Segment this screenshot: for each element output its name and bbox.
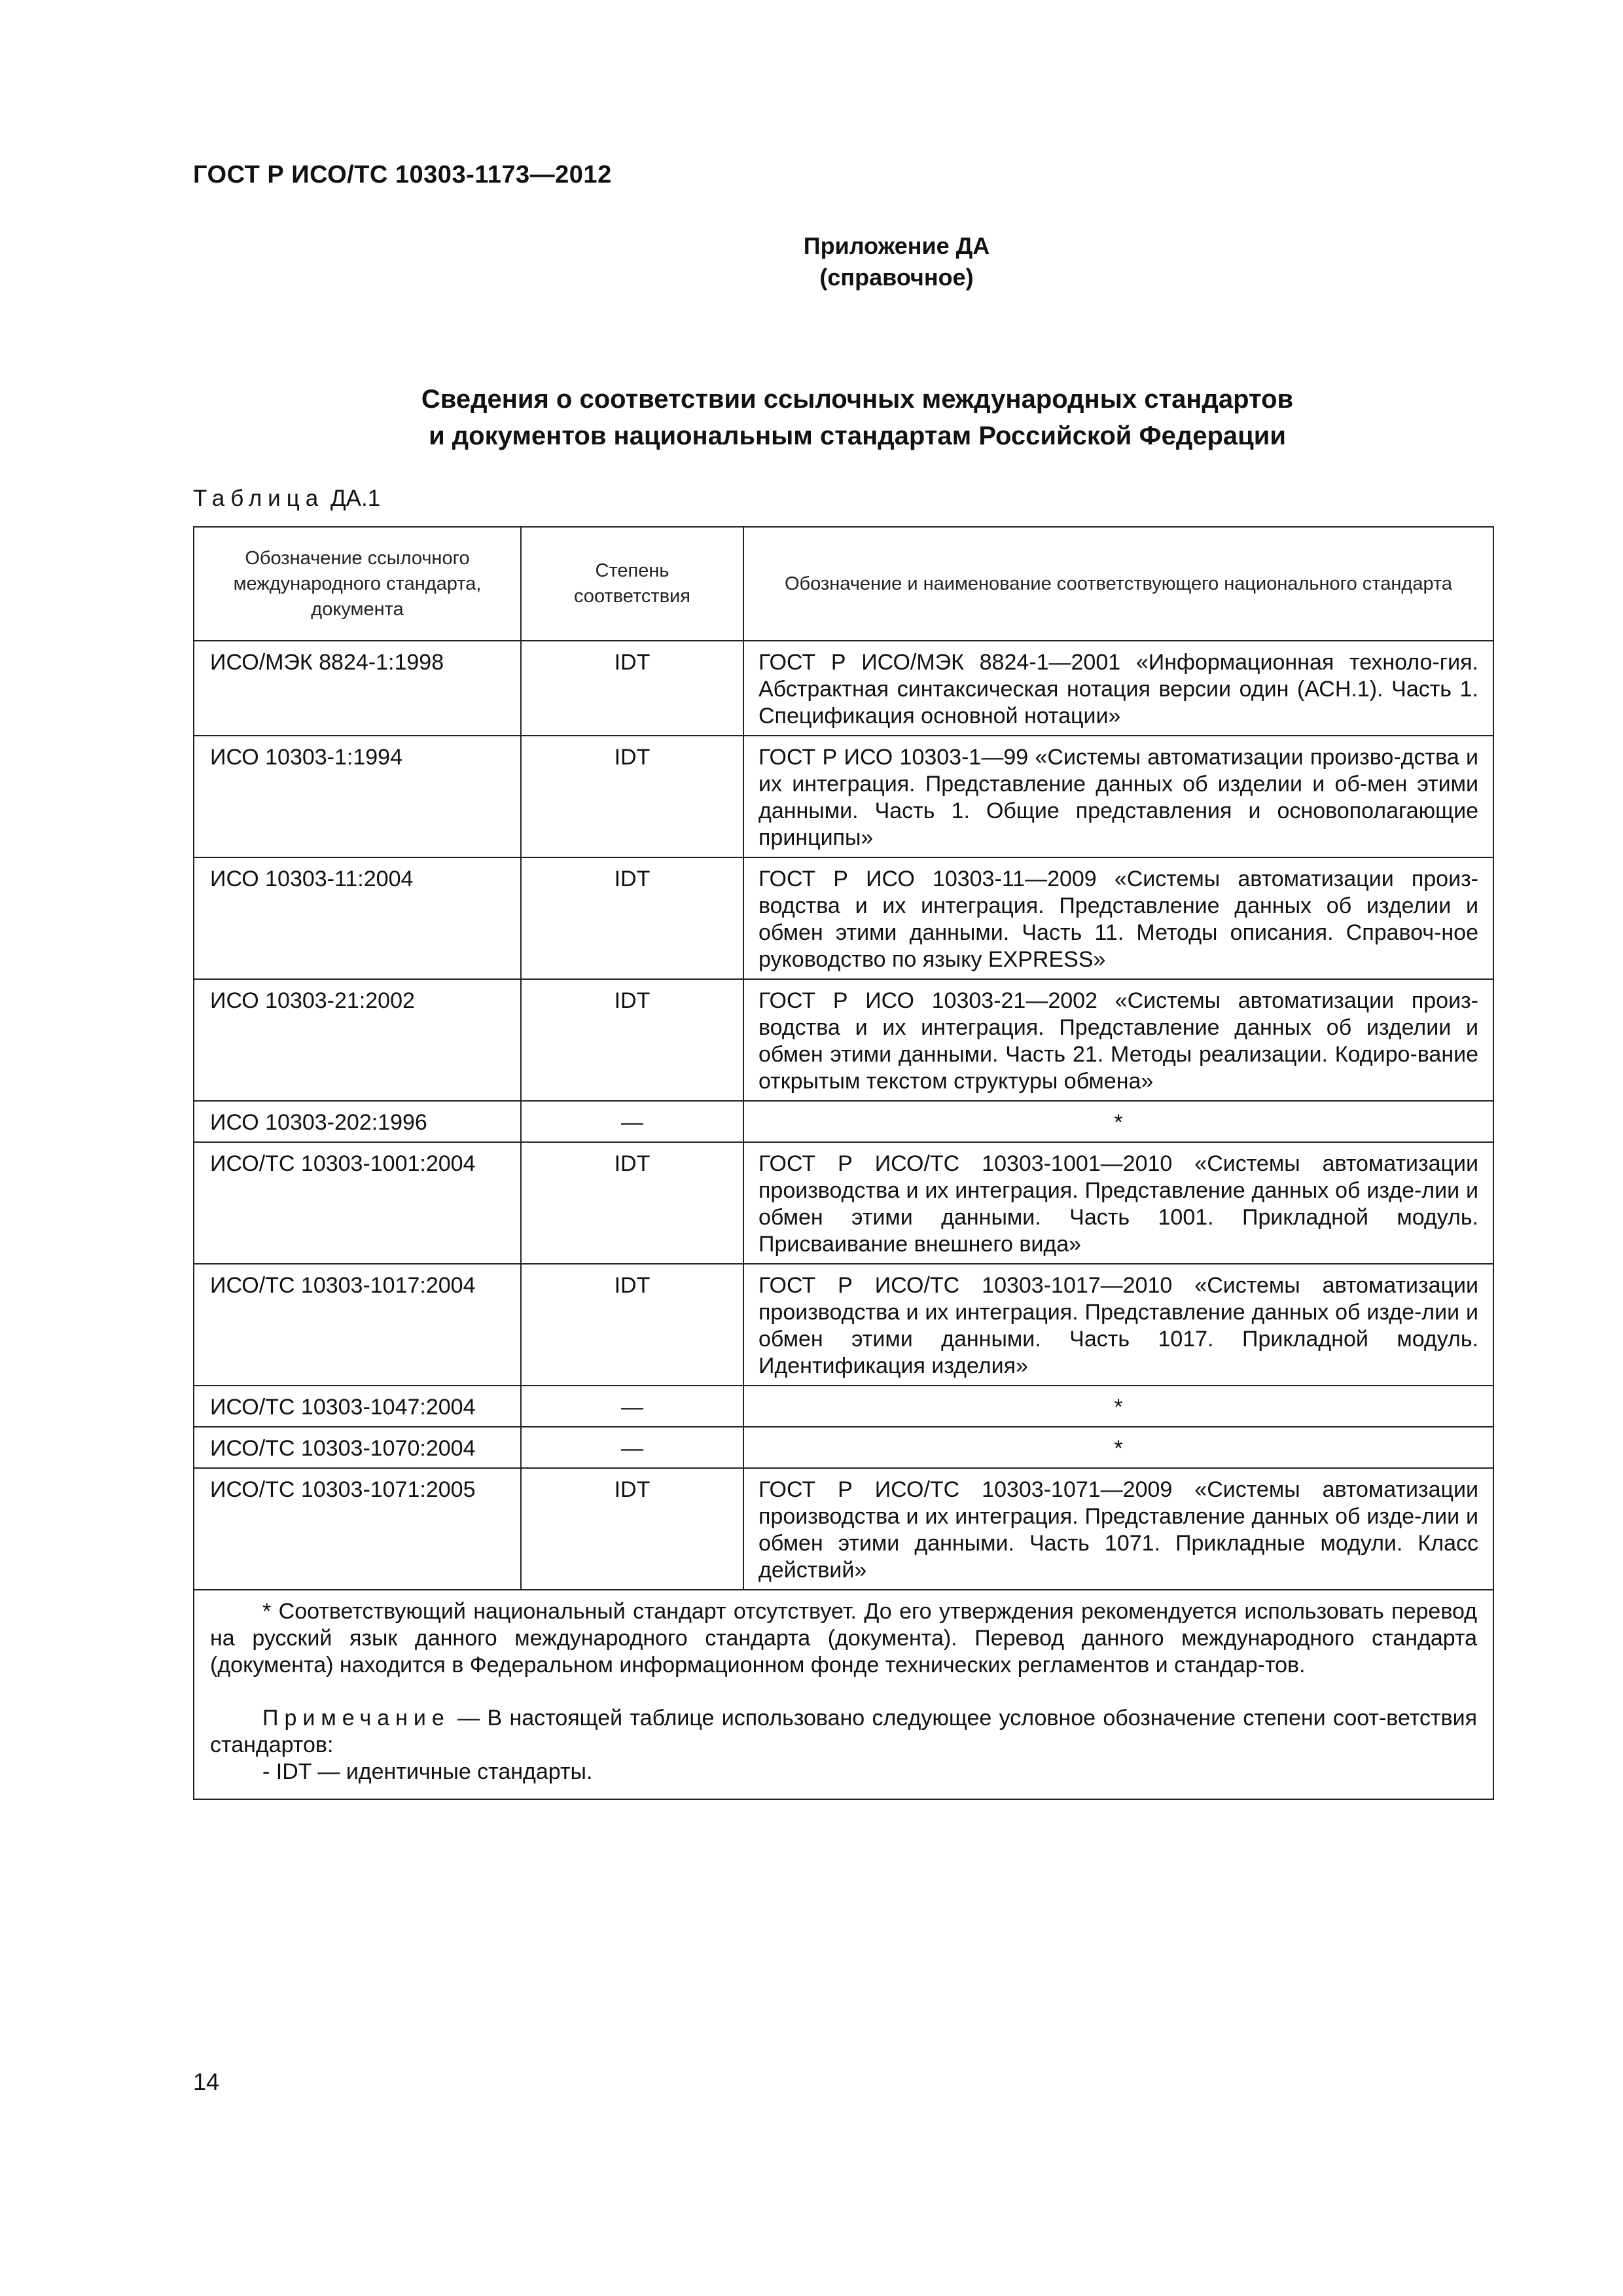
document-title-line-2: и документов национальным стандартам Российской Федерации [429, 422, 1286, 450]
note-item: - IDT — идентичные стандарты. [262, 1759, 593, 1784]
page-number: 14 [193, 2068, 220, 2095]
note-text: — В настоящей таблице использовано следующее условное обозначение степени соот-ветствия стандартов: [210, 1706, 1477, 1757]
table-row [194, 1386, 1493, 1427]
degree-cell: IDT [521, 641, 743, 736]
national-standard-cell: * [743, 1101, 1493, 1142]
footnote: * Соответствующий национальный стандарт отсутствует. До его утверждения рекомендуется использовать перевод на русский язык данного международного стандарта (документа). Перевод данного международного стандарта (документа) находится в Федеральном информационном фонде технических регламентов и стандар-тов. [210, 1599, 1477, 1677]
ref-standard-cell: ИСО 10303-11:2004 [194, 857, 521, 979]
appendix-type: (справочное) [819, 264, 974, 291]
table-row [194, 736, 1493, 857]
national-standard-cell: * [743, 1386, 1493, 1427]
header-degree: Степень соответствия [521, 527, 743, 641]
ref-standard-cell: ИСО/ТС 10303-1017:2004 [194, 1264, 521, 1386]
national-standard-cell: ГОСТ Р ИСО/ТС 10303-1001—2010 «Системы автоматизации производства и их интеграция. Представление данных об изде-лии и обмен этими данными. Часть 1001. Прикладной модуль. Присваивание внешнего вида» [743, 1142, 1493, 1264]
ref-standard-cell: ИСО/ТС 10303-1071:2005 [194, 1468, 521, 1590]
ref-standard-cell: ИСО/ТС 10303-1047:2004 [194, 1386, 521, 1427]
national-standard-cell: ГОСТ Р ИСО/МЭК 8824-1—2001 «Информационная техноло-гия. Абстрактная синтаксическая нотация версии один (АСН.1). Часть 1. Спецификация основной нотации» [743, 641, 1493, 736]
degree-cell: — [521, 1386, 743, 1427]
degree-cell: — [521, 1101, 743, 1142]
national-standard-cell: ГОСТ Р ИСО 10303-1—99 «Системы автоматизации произво-дства и их интеграция. Представление данных об изделии и об-мен этими данными. Часть 1. Общие представления и основополагающие принципы» [743, 736, 1493, 857]
ref-standard-cell: ИСО 10303-1:1994 [194, 736, 521, 857]
table-footer-cell [194, 1590, 1493, 1799]
table-header-row [194, 527, 1493, 641]
table-row [194, 1142, 1493, 1264]
national-standard-cell: ГОСТ Р ИСО/ТС 10303-1017—2010 «Системы автоматизации производства и их интеграция. Представление данных об изде-лии и обмен этими данными. Часть 1017. Прикладной модуль. Идентификация изделия» [743, 1264, 1493, 1386]
ref-standard-cell: ИСО/МЭК 8824-1:1998 [194, 641, 521, 736]
degree-cell: IDT [521, 1468, 743, 1590]
table-row [194, 979, 1493, 1101]
table-row [194, 641, 1493, 736]
ref-standard-cell: ИСО/ТС 10303-1070:2004 [194, 1427, 521, 1468]
document-title-line-1: Сведения о соответствии ссылочных международных стандартов [421, 385, 1294, 414]
table-row [194, 1427, 1493, 1468]
national-standard-cell: ГОСТ Р ИСО/ТС 10303-1071—2009 «Системы автоматизации производства и их интеграция. Представление данных об изде-лии и обмен этими данными. Часть 1071. Прикладные модули. Класс действий» [743, 1468, 1493, 1590]
table-row [194, 857, 1493, 979]
degree-cell: IDT [521, 1264, 743, 1386]
appendix-heading [759, 230, 1034, 293]
table-row [194, 1264, 1493, 1386]
table-row [194, 1101, 1493, 1142]
degree-cell: IDT [521, 979, 743, 1101]
correspondence-table [193, 526, 1494, 1800]
table-caption [193, 486, 380, 512]
document-header-code: ГОСТ Р ИСО/ТС 10303-1173—2012 [193, 161, 612, 188]
national-standard-cell: ГОСТ Р ИСО 10303-21—2002 «Системы автоматизации произ-водства и их интеграция. Представление данных об изделии и обмен этими данными. Часть 21. Методы реализации. Кодиро-вание открытым текстом структуры обмена» [743, 979, 1493, 1101]
table-caption-word: Таблица [193, 486, 325, 511]
header-ref-standard: Обозначение ссылочного международного стандарта, документа [194, 527, 521, 641]
note [210, 1705, 1477, 1759]
table-caption-number: ДА.1 [330, 486, 381, 511]
degree-cell: — [521, 1427, 743, 1468]
ref-standard-cell: ИСО 10303-202:1996 [194, 1101, 521, 1142]
degree-cell: IDT [521, 736, 743, 857]
header-national-standard: Обозначение и наименование соответствующего национального стандарта [743, 527, 1493, 641]
ref-standard-cell: ИСО/ТС 10303-1001:2004 [194, 1142, 521, 1264]
document-title [308, 381, 1407, 454]
table-row [194, 1468, 1493, 1590]
degree-cell: IDT [521, 1142, 743, 1264]
appendix-title: Приложение ДА [803, 232, 990, 259]
degree-cell: IDT [521, 857, 743, 979]
table-footer-row [194, 1590, 1493, 1799]
national-standard-cell: ГОСТ Р ИСО 10303-11—2009 «Системы автоматизации произ-водства и их интеграция. Представление данных об изделии и обмен этими данными. Часть 11. Методы описания. Справоч-ное руководство по языку EXPRESS» [743, 857, 1493, 979]
note-label: Примечание [262, 1706, 450, 1731]
national-standard-cell: * [743, 1427, 1493, 1468]
ref-standard-cell: ИСО 10303-21:2002 [194, 979, 521, 1101]
